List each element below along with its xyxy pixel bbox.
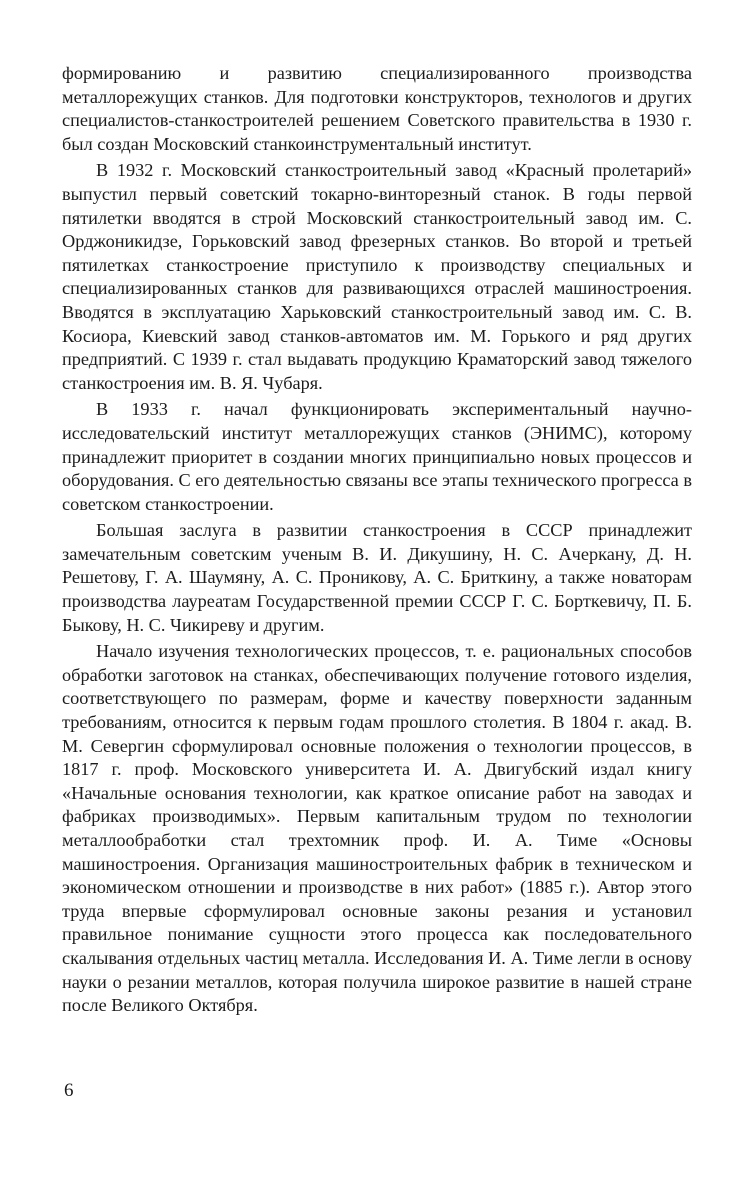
paragraph-1932-krasny-proletariy: В 1932 г. Московский станкостроительный завод «Красный пролетарий» выпустил первый советский токарно-винторезный станок. В годы первой пятилетки вводятся в строй Московский станкостроительный завод им. С. Орджоникидзе, Горьковский завод фрезерных станков. Во второй и третьей пятилетках станкостроение приступило к производству специальных и специализированных станков для развивающихся отраслей машиностроения. Вводятся в эксплуатацию Харьковский станкостроительный завод им. С. В. Косиора, Киевский завод станков-автоматов им. М. Горького и ряд других предприятий. С 1939 г. стал выдавать продукцию Краматорский завод тяжелого станкостроения им. В. Я. Чубаря. xyxy=(62,160,692,393)
paragraph-technology-history: Начало изучения технологических процессов, т. е. рациональных способов обработки заготовок на станках, обеспечивающих получение готового изделия, соответствующего по размерам, форме и качеству поверхности заданным требованиям, относится к первым годам прошлого столетия. В 1804 г. акад. В. М. Севергин сформулировал основные положения о технологии процессов, в 1817 г. проф. Московского университета И. А. Двигубский издал книгу «Начальные основания технологии, как краткое описание работ на заводах и фабриках производимых». Первым капитальным трудом по технологии металлообработки стал трехтомник проф. И. А. Тиме «Основы машиностроения. Организация машиностроительных фабрик в техническом и экономическом отношении и производстве в них работ» (1885 г.). Автор этого труда впервые сформулировал основные законы резания и установил правильное понимание сущности этого процесса как последовательного скалывания отдельных частиц металла. Исследования И. А. Тиме легли в основу науки о резании металлов, которая получила широкое развитие в нашей стране после Великого Октября. xyxy=(62,641,692,1016)
page-number: 6 xyxy=(64,1080,74,1101)
paragraph-continuation: формированию и развитию специализированного производства металлорежущих станков. Для подготовки конструкторов, технологов и других специалистов-станкостроителей решением Советского правительства в 1930 г. был создан Московский станкоинструментальный институт. xyxy=(62,63,692,154)
paragraph-scientists: Большая заслуга в развитии станкостроения в СССР принадлежит замечательным советским ученым В. И. Дикушину, Н. С. Ачеркану, Д. Н. Решетову, Г. А. Шаумяну, А. С. Проникову, А. С. Бриткину, а также новаторам производства лауреатам Государственной премии СССР Г. С. Борткевичу, П. Б. Быкову, Н. С. Чикиреву и другим. xyxy=(62,520,692,635)
paragraph-1933-enims: В 1933 г. начал функционировать экспериментальный научно-исследовательский институт металлорежущих станков (ЭНИМС), которому принадлежит приоритет в создании многих принципиально новых процессов и оборудования. С его деятельностью связаны все этапы технического прогресса в советском станкостроении. xyxy=(62,399,692,514)
page-body xyxy=(62,62,692,1018)
